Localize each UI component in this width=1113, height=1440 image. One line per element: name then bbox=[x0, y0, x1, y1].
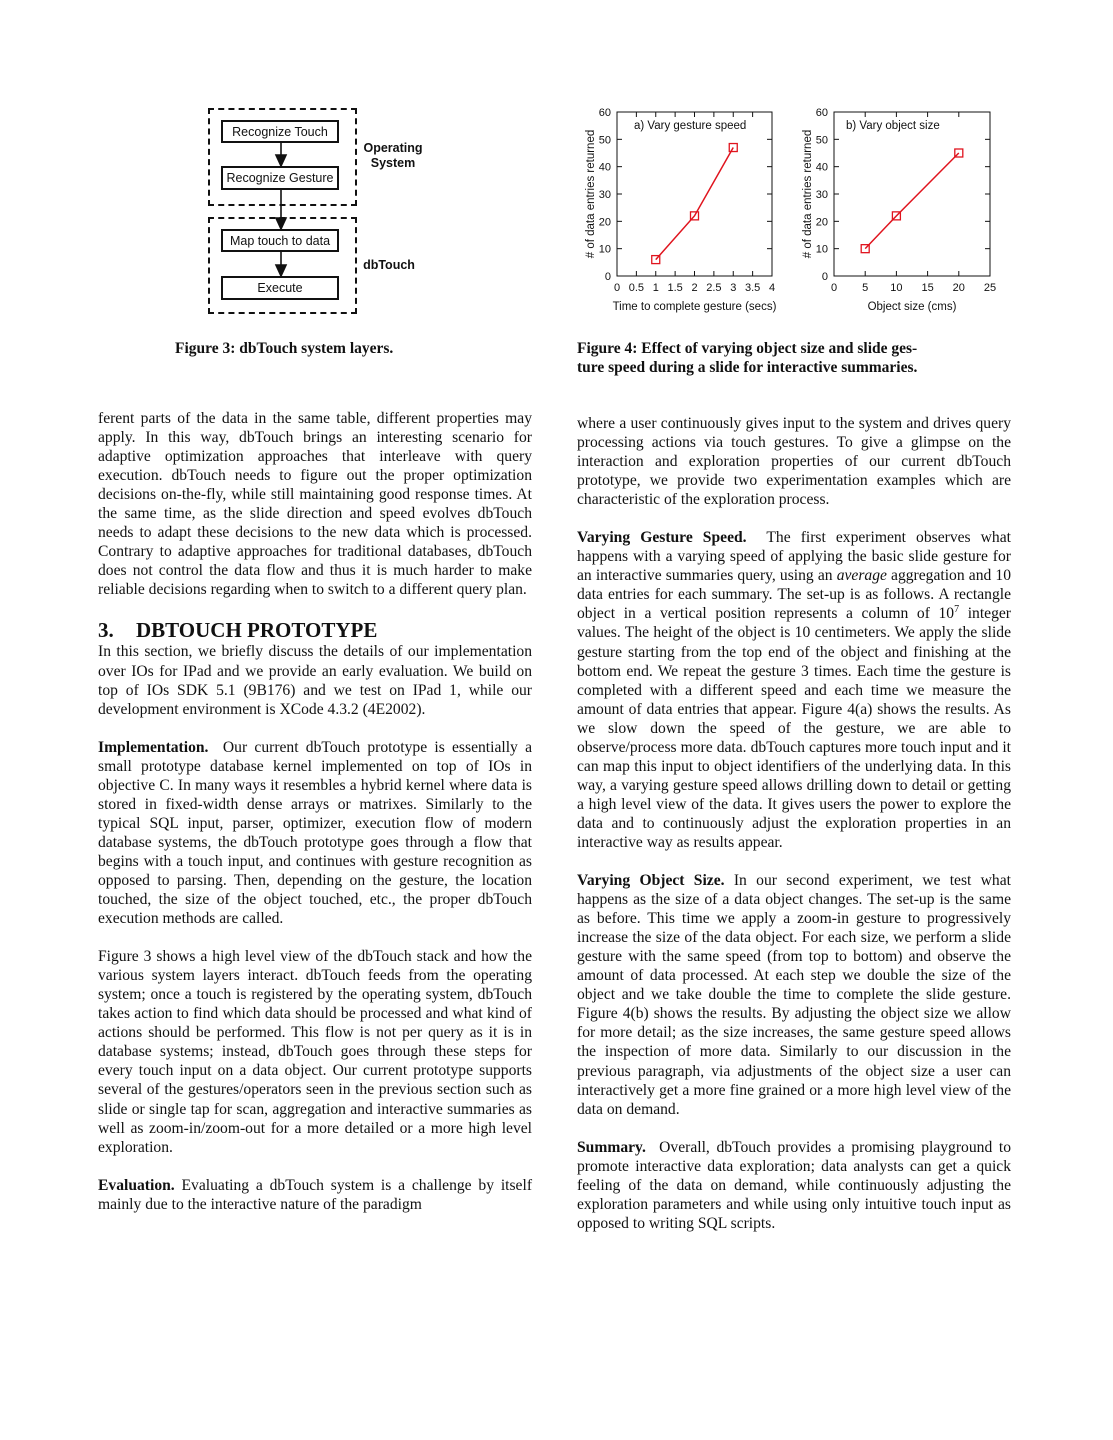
chart-a-ytick-label: 50 bbox=[598, 134, 611, 147]
paragraph-text: Overall, dbTouch provides a promising playground to promote interactive data exploration; data analysts can get a quick feeling of the data on demand, while continuously adjusting the exploration parameters and while using only intuitive touch input as opposed to writing SQL scripts. bbox=[577, 1138, 1011, 1232]
arrow-2-head bbox=[276, 218, 286, 229]
chart-a-xtick-label: 4 bbox=[768, 282, 776, 294]
chart-a-data-point bbox=[729, 144, 737, 152]
chart-b-title: b) Vary object size bbox=[846, 120, 940, 132]
runin-heading: Summary. bbox=[577, 1138, 646, 1156]
figure-4-caption-line1: Figure 4: Effect of varying object size and slide ges- bbox=[577, 340, 918, 357]
figure-4-charts bbox=[570, 100, 1030, 325]
chart-a-xtick-label: 0 bbox=[613, 282, 621, 294]
paragraph-object-size bbox=[577, 871, 1011, 1119]
chart-a-ytick-label: 60 bbox=[598, 107, 611, 119]
runin-heading: Varying Object Size. bbox=[577, 872, 725, 890]
emphasis: average bbox=[836, 567, 887, 585]
left-column bbox=[98, 409, 532, 1233]
chart-b-xtick-label: 5 bbox=[862, 282, 869, 294]
chart-a-ytick-label: 10 bbox=[598, 243, 611, 256]
paragraph-text: Evaluating a dbTouch system is a challenge by itself mainly due to the interactive nature of the paradigm bbox=[98, 1176, 533, 1213]
chart-a-ylabel: # of data entries returned bbox=[585, 129, 597, 259]
paragraph-gesture-speed bbox=[577, 528, 1011, 852]
os-label-line2: System bbox=[370, 156, 416, 170]
chart-a-series-line bbox=[656, 148, 734, 260]
chart-a-ytick-label: 0 bbox=[604, 271, 611, 283]
paragraph: where a user continuously gives input to the system and drives query processing actions via touch gestures. To give a glimpse on the interaction and exploration properties of our current dbTouch prototype, we provide two experimentation examples which are characteristic of the exploration process. bbox=[577, 415, 1011, 509]
paragraph: Figure 3 shows a high level view of the dbTouch stack and how the various system layers interact. dbTouch feeds from the operating system; once a touch is registered by the operating system, dbTouch takes action to find which data should be processed and what kind of actions should be performed. This flow is not per query as it is in database systems; instead, dbTouch goes through these steps for every touch input on a data object. Our current prototype supports several of the gestures/operators seen in the previous section such as slide or single tap for scan, aggregation and interactive summaries as well as zoom-in/zoom-out for a more detailed or a more high level exploration. bbox=[98, 948, 532, 1156]
chart-a-ytick-label: 40 bbox=[598, 161, 611, 174]
chart-b-xtick-label: 0 bbox=[830, 282, 838, 294]
chart-b-series-line bbox=[865, 153, 959, 249]
flow-arrows bbox=[190, 100, 440, 325]
map-touch-to-data-node: Map touch to data bbox=[221, 229, 339, 252]
execute-node: Execute bbox=[221, 276, 339, 300]
paragraph-text: aggregation and 10 data entries for each summary. The set-up is as follows. A rectangle object in a vertical position represents a column of 10 bbox=[577, 567, 1011, 623]
paragraph: In this section, we briefly discuss the details of our implementation over IOs for IPad and we provide an early evaluation. We build on top of IOs SDK 5.1 (9B176) and we test on IPad 1, while our development environment is XCode 4.3.2 (4E2002). bbox=[98, 643, 532, 718]
chart-a-xtick-label: 1 bbox=[652, 282, 659, 294]
chart-a-xtick-label: 0.5 bbox=[628, 282, 645, 294]
chart-a-xtick-label: 1.5 bbox=[667, 282, 683, 294]
arrow-1-head bbox=[276, 155, 286, 166]
section-number: 3. bbox=[98, 618, 114, 643]
os-label-line1: Operating bbox=[363, 141, 423, 155]
figure-3-diagram bbox=[190, 100, 440, 325]
paragraph-text: integer values. The height of the object is 10 centimeters. We apply the slide gesture starting from the top end of the object and finishing at the bottom end. We repeat the gesture 3 times. Each time the gesture is completed with a different speed and each time we measure the amount of data entries that appear. Figure 4(a) shows the results. As we slow down the speed of the gesture, we are able to observe/process more data. dbTouch captures more touch input and it can map this input to object identifiers of the underlying data. In this way, a varying gesture speed allows drilling down to detail or getting a high level view of the data. It gives users the power to explore the data and to continuously adjust the exploration properties in an interactive way as results appear. bbox=[577, 605, 1011, 851]
chart-a-xtick-label: 3 bbox=[730, 282, 737, 294]
dbtouch-layer-label: dbTouch bbox=[363, 258, 415, 272]
chart-b-xtick-label: 15 bbox=[921, 282, 934, 294]
chart-a-xtick-label: 3.5 bbox=[744, 282, 761, 294]
figure-3-caption: Figure 3: dbTouch system layers. bbox=[175, 340, 394, 357]
chart-a-xtick-label: 2 bbox=[691, 282, 698, 294]
recognize-touch-node: Recognize Touch bbox=[221, 120, 339, 143]
recognize-gesture-node: Recognize Gesture bbox=[221, 166, 339, 190]
chart-b-xlabel: Object size (cms) bbox=[867, 301, 957, 313]
superscript: 7 bbox=[954, 604, 960, 616]
chart-b-ylabel: # of data entries returned bbox=[802, 129, 814, 259]
paragraph-text: In our second experiment, we test what happens as the size of a data object changes. The set-up is the same as before. This time we apply a zoom-in gesture to progressively increase the size of the data object. For each size, we perform a slide gesture with the same speed (from top to bottom) and observe the amount of data processed. At each step we double the size of the object and we take double the time to complete the slide gesture. Figure 4(b) shows the results. By adjusting the object size we allow for more detail; as the size increases, the same gesture speed allows the inspection of more data. Similarly to our discussion in the previous paragraph, via adjustments of the object size a user can interactively get a more fine grained or a more high level view of the data on demand. bbox=[577, 872, 1011, 1118]
runin-heading: Evaluation. bbox=[98, 1176, 175, 1194]
figure-4-caption bbox=[577, 339, 1012, 377]
chart-b-ytick-label: 60 bbox=[815, 107, 828, 119]
runin-heading: Implementation. bbox=[98, 738, 209, 756]
chart-b-xtick-label: 25 bbox=[983, 282, 997, 294]
chart-a-plot-frame bbox=[617, 112, 772, 276]
chart-b-xtick-label: 10 bbox=[890, 282, 903, 294]
chart-b-ytick-label: 20 bbox=[815, 216, 828, 229]
chart-b-xtick-label: 20 bbox=[952, 282, 965, 294]
chart-b-ytick-label: 10 bbox=[815, 243, 828, 256]
right-column bbox=[577, 414, 1011, 1252]
chart-b-ytick-label: 50 bbox=[815, 134, 828, 147]
paragraph-text: The first experiment observes what happens with a varying speed of applying the basic slide gesture for an interactive summaries query, using an bbox=[577, 529, 1011, 585]
os-layer-label bbox=[358, 141, 428, 171]
chart-a-xtick-label: 2.5 bbox=[706, 282, 722, 294]
chart-a-ytick-label: 30 bbox=[598, 189, 611, 201]
section-heading bbox=[98, 618, 532, 642]
paragraph-implementation bbox=[98, 738, 532, 928]
chart-b-plot-frame bbox=[834, 112, 990, 276]
figure-4-caption-line2: ture speed during a slide for interactive summaries. bbox=[577, 359, 918, 376]
section-title: DBTOUCH PROTOTYPE bbox=[136, 618, 378, 643]
paragraph: ferent parts of the data in the same table, different properties may apply. In this way, dbTouch brings an interesting scenario for adaptive optimization approaches that interleave with query execution. dbTouch needs to figure out the proper optimization decisions on-the-fly, while still maintaining good response times. At the same time, as the slide direction and speed evolves dbTouch needs to adapt these decisions to the new data which is processed. Contrary to adaptive approaches for traditional databases, dbTouch does not control the data flow and thus it is much harder to make reliable decisions regarding when to switch to a different query plan. bbox=[98, 410, 532, 599]
chart-a-xlabel: Time to complete gesture (secs) bbox=[612, 301, 777, 313]
runin-heading: Varying Gesture Speed. bbox=[577, 529, 747, 547]
paragraph-evaluation bbox=[98, 1176, 532, 1214]
chart-a-title: a) Vary gesture speed bbox=[634, 120, 747, 132]
chart-a-ytick-label: 20 bbox=[598, 216, 611, 229]
paragraph-summary bbox=[577, 1138, 1011, 1233]
paragraph-text: Our current dbTouch prototype is essentially a small prototype database kernel implemented on top of IOs in objective C. In many ways it resembles a hybrid kernel where data is stored in fixed-width dense arrays or matrixes. Similarly to the typical SQL input, parser, optimizer, execution flow of modern database systems, the dbTouch prototype goes through a flow that begins with a touch input, and continues with gesture recognition as opposed to parsing. Then, depending on the gesture, the location touched, the size of the object touched, etc., the proper dbTouch execution methods are called. bbox=[98, 738, 532, 928]
chart-b-ytick-label: 40 bbox=[815, 161, 828, 174]
chart-b-ytick-label: 0 bbox=[821, 271, 828, 283]
chart-b-ytick-label: 30 bbox=[815, 189, 828, 201]
arrow-3-head bbox=[276, 265, 286, 276]
